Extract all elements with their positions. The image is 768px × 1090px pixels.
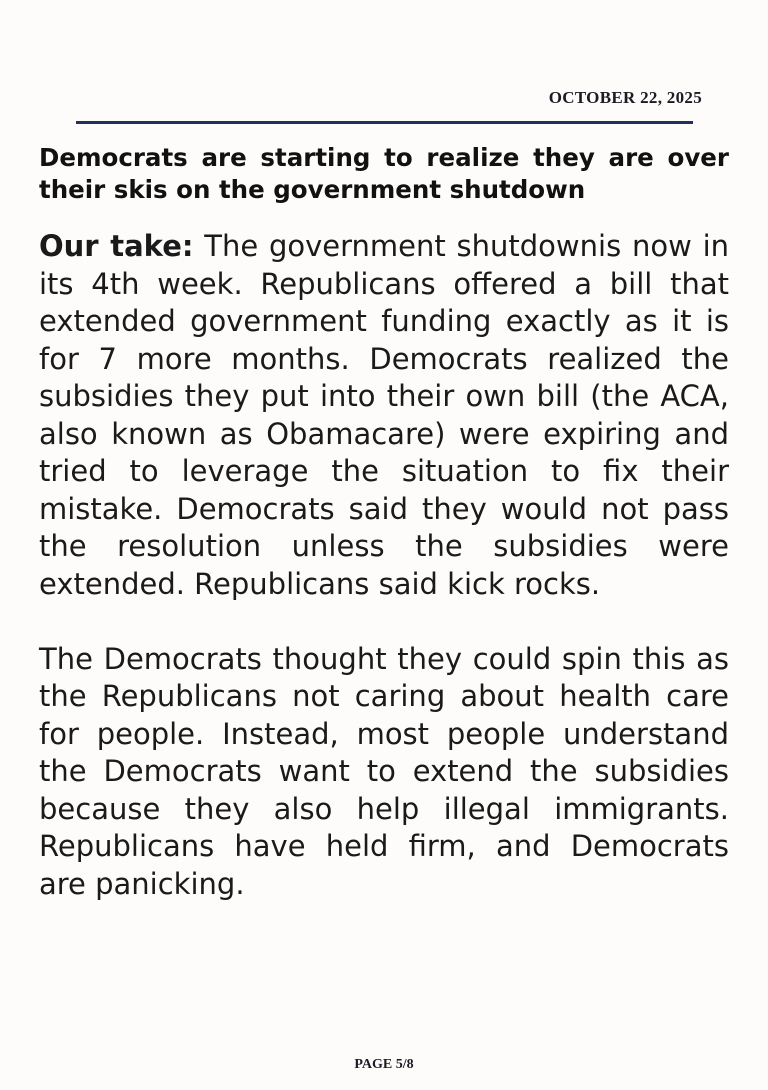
page-number: PAGE 5/8 — [354, 1057, 414, 1072]
article-body — [39, 228, 729, 903]
paragraph-1-text: The government shutdownis now in its 4th week. Republicans offered a bill that extended government funding exactly as it is for 7 more months. Democrats realized the subsidies they put into their own bill (the ACA, also known as Obamacare) were expiring and tried to leverage the situation to fix their mistake. Democrats said they would not pass the resolution unless the subsidies were extended. Republicans said kick rocks. — [39, 229, 730, 601]
publication-date: OCTOBER 22, 2025 — [548, 88, 702, 107]
paragraph-2: The Democrats thought they could spin this as the Republicans not caring about health care for people. Instead, most people understand the Democrats want to extend the subsidies because they also help illegal immigrants. Republicans have held firm, and Democrats are panicking. — [39, 641, 729, 901]
lead-label: Our take: — [39, 229, 194, 263]
paragraph-1 — [39, 228, 729, 603]
article-headline: Democrats are starting to realize they are over their skis on the government shutdown — [39, 143, 729, 204]
header-divider — [76, 121, 693, 124]
